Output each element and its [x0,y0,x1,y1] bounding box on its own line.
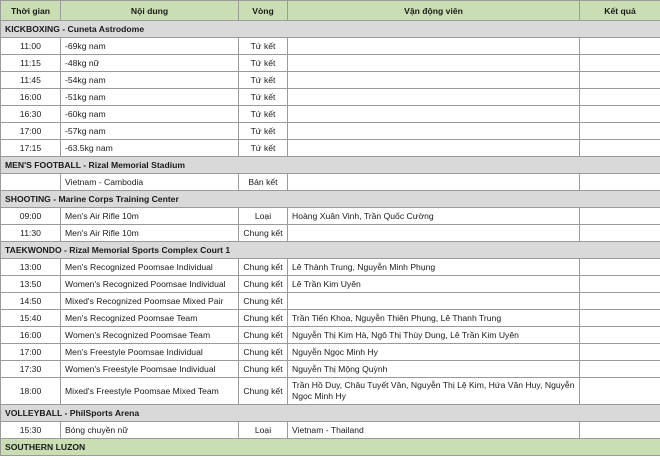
content-cell: -69kg nam [61,38,239,55]
time-cell: 11:30 [1,225,61,242]
result-cell [580,361,660,378]
section-title: TAEKWONDO - Rizal Memorial Sports Complex Court 1 [1,242,660,259]
content-cell: Bóng chuyền nữ [61,422,239,439]
section-header-row [1,242,660,259]
round-cell: Loại [239,422,288,439]
content-cell: -57kg nam [61,123,239,140]
round-cell: Tứ kết [239,38,288,55]
time-cell: 16:30 [1,106,61,123]
section-header-row [1,191,660,208]
round-cell: Loại [239,208,288,225]
table-row [1,174,660,191]
time-cell: 11:00 [1,38,61,55]
athletes-cell [288,72,580,89]
time-cell: 15:30 [1,422,61,439]
section-title: MEN'S FOOTBALL - Rizal Memorial Stadium [1,157,660,174]
result-cell [580,293,660,310]
header-time: Thời gian [1,1,61,21]
time-cell: 16:00 [1,327,61,344]
round-cell: Chung kết [239,225,288,242]
athletes-cell: Nguyễn Ngọc Minh Hy [288,344,580,361]
round-cell: Tứ kết [239,140,288,157]
table-row [1,422,660,439]
content-cell: -48kg nữ [61,55,239,72]
content-cell: -60kg nam [61,106,239,123]
round-cell: Chung kết [239,259,288,276]
athletes-cell: Nguyễn Thị Kim Hà, Ngô Thị Thùy Dung, Lê Trần Kim Uyên [288,327,580,344]
round-cell: Tứ kết [239,123,288,140]
athletes-cell: Vietnam - Thailand [288,422,580,439]
content-cell: Men's Freestyle Poomsae Individual [61,344,239,361]
table-row [1,225,660,242]
result-cell [580,259,660,276]
result-cell [580,378,660,405]
athletes-cell: Nguyễn Thị Mộng Quỳnh [288,361,580,378]
time-cell: 11:45 [1,72,61,89]
round-cell: Chung kết [239,378,288,405]
round-cell: Chung kết [239,293,288,310]
athletes-cell [288,123,580,140]
content-cell: Mixed's Recognized Poomsae Mixed Pair [61,293,239,310]
result-cell [580,327,660,344]
athletes-cell [288,38,580,55]
content-cell: Men's Recognized Poomsae Individual [61,259,239,276]
table-row [1,106,660,123]
time-cell: 17:00 [1,123,61,140]
time-cell [1,174,61,191]
time-cell: 14:50 [1,293,61,310]
athletes-cell [288,225,580,242]
athletes-cell: Trần Tiến Khoa, Nguyễn Thiên Phụng, Lê Thanh Trung [288,310,580,327]
content-cell: Vietnam - Cambodia [61,174,239,191]
time-cell: 09:00 [1,208,61,225]
result-cell [580,106,660,123]
time-cell: 13:00 [1,259,61,276]
section-title: SOUTHERN LUZON [1,439,660,456]
content-cell: -51kg nam [61,89,239,106]
round-cell: Tứ kết [239,89,288,106]
athletes-cell: Lê Trần Kim Uyên [288,276,580,293]
result-cell [580,72,660,89]
table-row [1,140,660,157]
section-header-row [1,439,660,456]
round-cell: Tứ kết [239,72,288,89]
result-cell [580,140,660,157]
result-cell [580,276,660,293]
athletes-cell [288,293,580,310]
time-cell: 11:15 [1,55,61,72]
table-row [1,378,660,405]
table-row [1,361,660,378]
section-title: KICKBOXING - Cuneta Astrodome [1,21,660,38]
time-cell: 17:00 [1,344,61,361]
content-cell: Women's Freestyle Poomsae Individual [61,361,239,378]
time-cell: 16:00 [1,89,61,106]
table-row [1,208,660,225]
round-cell: Tứ kết [239,106,288,123]
table-row [1,123,660,140]
athletes-cell [288,106,580,123]
athletes-cell [288,174,580,191]
content-cell: -54kg nam [61,72,239,89]
header-athletes: Vận động viên [288,1,580,21]
table-row [1,259,660,276]
time-cell: 13:50 [1,276,61,293]
header-result: Kết quả [580,1,660,21]
result-cell [580,225,660,242]
table-row [1,344,660,361]
athletes-cell: Hoàng Xuân Vinh, Trần Quốc Cường [288,208,580,225]
section-header-row [1,21,660,38]
athletes-cell [288,55,580,72]
header-round: Vòng [239,1,288,21]
table-row [1,293,660,310]
result-cell [580,89,660,106]
athletes-cell [288,89,580,106]
time-cell: 17:15 [1,140,61,157]
content-cell: -63.5kg nam [61,140,239,157]
content-cell: Men's Recognized Poomsae Team [61,310,239,327]
round-cell: Chung kết [239,276,288,293]
athletes-cell: Lê Thành Trung, Nguyễn Minh Phụng [288,259,580,276]
time-cell: 15:40 [1,310,61,327]
content-cell: Men's Air Rifle 10m [61,225,239,242]
round-cell: Tứ kết [239,55,288,72]
content-cell: Women's Recognized Poomsae Team [61,327,239,344]
content-cell: Mixed's Freestyle Poomsae Mixed Team [61,378,239,405]
time-cell: 17:30 [1,361,61,378]
schedule-body [1,21,660,456]
content-cell: Women's Recognized Poomsae Individual [61,276,239,293]
result-cell [580,344,660,361]
section-title: VOLLEYBALL - PhilSports Arena [1,405,660,422]
section-title: SHOOTING - Marine Corps Training Center [1,191,660,208]
header-content: Nội dung [61,1,239,21]
section-header-row [1,157,660,174]
round-cell: Chung kết [239,344,288,361]
result-cell [580,55,660,72]
result-cell [580,123,660,140]
table-row [1,38,660,55]
round-cell: Bán kết [239,174,288,191]
table-row [1,89,660,106]
result-cell [580,310,660,327]
table-row [1,55,660,72]
round-cell: Chung kết [239,361,288,378]
table-row [1,310,660,327]
time-cell: 18:00 [1,378,61,405]
round-cell: Chung kết [239,327,288,344]
table-row [1,276,660,293]
athletes-cell [288,140,580,157]
table-row [1,72,660,89]
content-cell: Men's Air Rifle 10m [61,208,239,225]
result-cell [580,422,660,439]
header-row [1,1,660,21]
result-cell [580,208,660,225]
round-cell: Chung kết [239,310,288,327]
result-cell [580,38,660,55]
section-header-row [1,405,660,422]
table-row [1,327,660,344]
result-cell [580,174,660,191]
athletes-cell: Trần Hồ Duy, Châu Tuyết Vân, Nguyễn Thị Lệ Kim, Hứa Văn Huy, Nguyễn Ngọc Minh Hy [288,378,580,405]
